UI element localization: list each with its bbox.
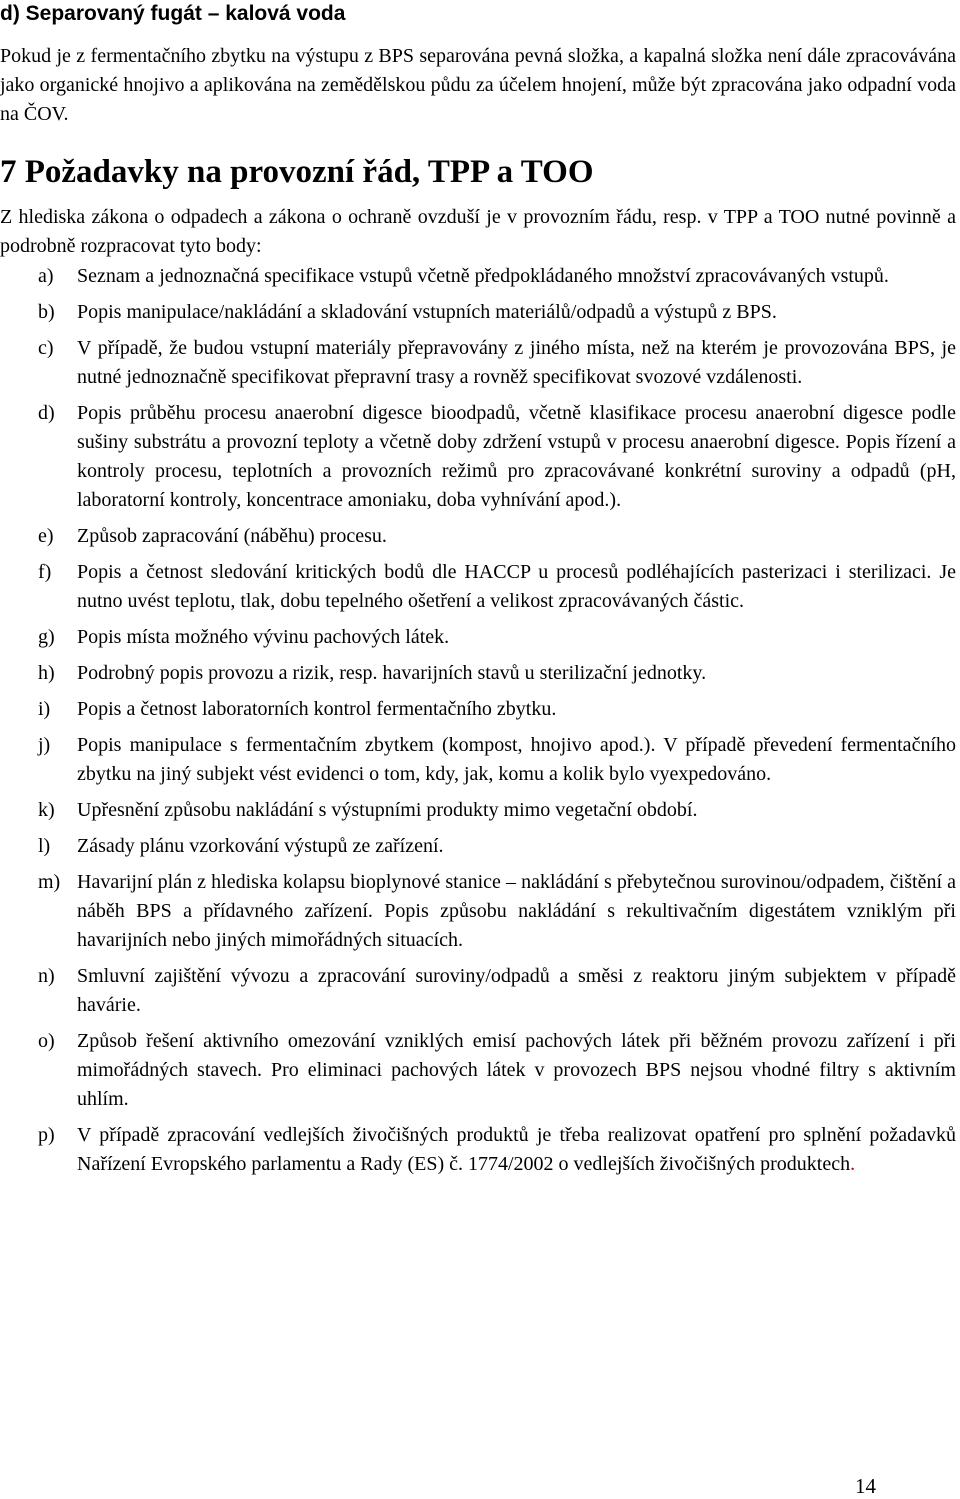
item-text: Popis průběhu procesu anaerobní digesce bioodpadů, včetně klasifikace procesu anaerobní digesce podle sušiny substrátu a provozní teploty a včetně doby zdržení vstupů v procesu anaerobní digesce. Popis řízení a kontroly procesu, teplotních a provozních režimů pro zpracovávané konkrétní suroviny a odpadů (pH, laboratorní kontroly, koncentrace amoniaku, doba vyhnívání apod.). [77,402,956,511]
intro-paragraph: Pokud je z fermentačního zbytku na výstupu z BPS separována pevná složka, a kapalná složka není dále zpracovávána jako organické hnojivo a aplikována na zemědělskou půdu za účelem hnojení, může být zpracována jako odpadní voda na ČOV. [0,45,956,125]
item-text: Smluvní zajištění vývozu a zpracování suroviny/odpadů a směsi z reaktoru jiným subjektem v případě havárie. [77,965,956,1016]
item-text: Popis a četnost sledování kritických bodů dle HACCP u procesů podléhajících pasterizaci i sterilizaci. Je nutno uvést teplotu, tlak, dobu tepelného ošetření a velikost zpracovávaných částic. [77,561,956,612]
item-letter: e) [38,525,54,547]
list-item [0,298,956,327]
page-number: 14 [855,1474,876,1498]
item-letter: n) [38,965,55,987]
trailing-period: . [850,1153,856,1175]
list-item [0,1121,956,1179]
item-text: Způsob řešení aktivního omezování vzniklých emisí pachových látek při běžném provozu zařízení i při mimořádných stavech. Pro eliminaci pachových látek v provozech BPS nejsou vhodné filtry s aktivním uhlím. [77,1030,956,1110]
item-text: Podrobný popis provozu a rizik, resp. havarijních stavů u sterilizační jednotky. [77,662,707,684]
item-text: Popis manipulace/nakládání a skladování vstupních materiálů/odpadů a výstupů z BPS. [77,301,777,323]
list-item [0,962,956,1020]
item-text: Popis a četnost laboratorních kontrol fermentačního zbytku. [77,698,557,720]
chapter-intro-paragraph: Z hlediska zákona o odpadech a zákona o ochraně ovzduší je v provozním řádu, resp. v TPP a TOO nutné povinně a podrobně rozpracovat tyto body: [0,206,956,257]
item-letter: p) [38,1124,55,1146]
item-text: Způsob zapracování (náběhu) procesu. [77,525,387,547]
requirements-list [0,262,956,1179]
list-item [0,399,956,515]
list-item [0,558,956,616]
list-item [0,522,956,551]
list-item [0,731,956,789]
item-letter: k) [38,799,55,821]
list-item [0,832,956,861]
item-text: V případě, že budou vstupní materiály přepravovány z jiného místa, než na kterém je provozována BPS, je nutné jednoznačně specifikovat přepravní trasy a rovněž specifikovat svozové vzdálenosti. [77,337,956,388]
list-item [0,623,956,652]
list-item [0,1027,956,1114]
item-letter: d) [38,402,55,424]
item-letter: o) [38,1030,55,1052]
item-letter: f) [38,561,52,583]
item-letter: b) [38,301,55,323]
section-heading: d) Separovaný fugát – kalová voda [0,2,346,25]
item-text: V případě zpracování vedlejších živočišných produktů je třeba realizovat opatření pro splnění požadavků Nařízení Evropského parlamentu a Rady (ES) č. 1774/2002 o vedlejších živočišných produktech [77,1124,956,1175]
item-letter: j) [38,734,51,756]
list-item [0,796,956,825]
item-letter: l) [38,835,51,857]
item-text: Upřesnění způsobu nakládání s výstupními produkty mimo vegetační období. [77,799,698,821]
item-text: Zásady plánu vzorkování výstupů ze zařízení. [77,835,444,857]
item-letter: i) [38,698,51,720]
item-letter: m) [38,871,61,893]
chapter-title: 7 Požadavky na provozní řád, TPP a TOO [0,154,594,190]
item-text: Havarijní plán z hlediska kolapsu bioplynové stanice – nakládání s přebytečnou surovinou/odpadem, čištění a náběh BPS a přídavného zařízení. Popis způsobu nakládání s rekultivačním digestátem vzniklým při havarijních nebo jiných mimořádných situacích. [77,871,956,951]
item-text: Popis manipulace s fermentačním zbytkem (kompost, hnojivo apod.). V případě převedení fermentačního zbytku na jiný subjekt vést evidenci o tom, kdy, jak, komu a kolik bylo vyexpedováno. [77,734,956,785]
list-item [0,334,956,392]
list-item [0,695,956,724]
list-item [0,659,956,688]
item-letter: h) [38,662,55,684]
item-text: Popis místa možného vývinu pachových látek. [77,626,450,648]
list-item [0,262,956,291]
list-item [0,868,956,955]
item-text: Seznam a jednoznačná specifikace vstupů včetně předpokládaného množství zpracovávaných vstupů. [77,265,889,287]
item-letter: a) [38,265,54,287]
item-letter: c) [38,337,54,359]
item-letter: g) [38,626,55,648]
